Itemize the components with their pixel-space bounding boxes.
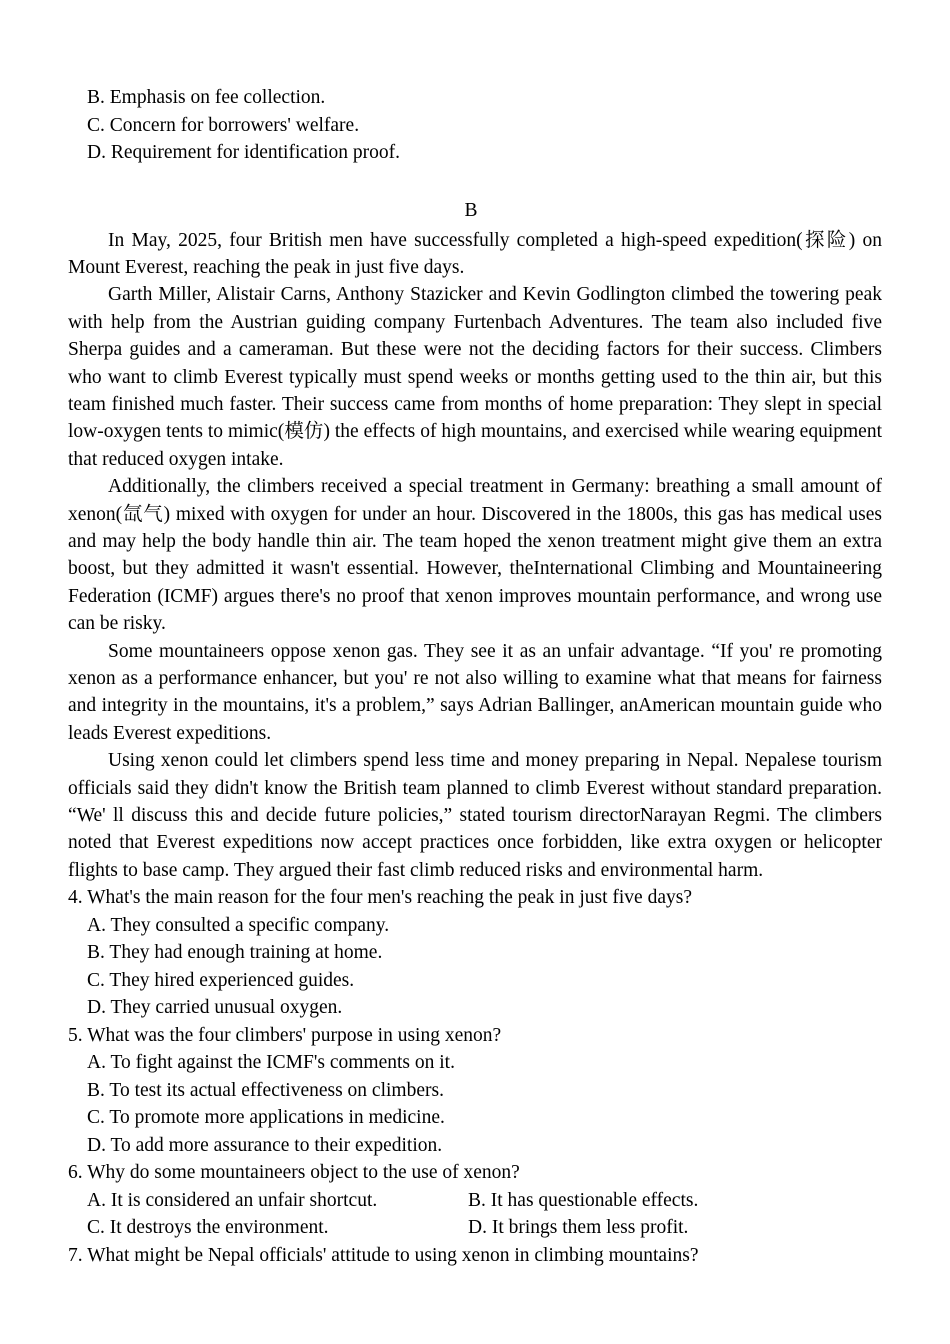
passage-paragraph-4: Some mountaineers oppose xenon gas. They see it as an unfair advantage. “If you' re promoting xenon as a performance enhancer, but you' re not also willing to examine what that means for fairness and integrity in the mountains, it's a problem,” says Adrian Ballinger, anAmerican mountain guide who leads Everest expeditions.	[68, 640, 882, 744]
question-6	[68, 1159, 882, 1242]
option-line-d-top: D. Requirement for identification proof.	[87, 142, 400, 163]
question-6-option-b[interactable]: B. It has questionable effects.	[468, 1189, 699, 1211]
question-5-stem: 5. What was the four climbers' purpose in using xenon?	[68, 1024, 502, 1046]
question-4-option-b[interactable]: B. They had enough training at home.	[87, 942, 383, 964]
question-6-option-c[interactable]: C. It destroys the environment.	[87, 1217, 329, 1239]
question-5-option-a[interactable]: A. To fight against the ICMF's comments on it.	[87, 1052, 455, 1074]
passage-paragraph-1: In May, 2025, four British men have successfully completed a high-speed expedition(探险) on Mount Everest, reaching the peak in just five days.	[68, 229, 882, 278]
question-5-option-b[interactable]: B. To test its actual effectiveness on climbers.	[87, 1079, 444, 1101]
question-6-option-a[interactable]: A. It is considered an unfair shortcut.	[87, 1189, 378, 1211]
question-5	[68, 1022, 882, 1160]
question-4-stem: 4. What's the main reason for the four men's reaching the peak in just five days?	[68, 887, 692, 909]
question-5-option-c[interactable]: C. To promote more applications in medicine.	[87, 1107, 445, 1129]
question-7	[68, 1242, 882, 1270]
passage-paragraph-5: Using xenon could let climbers spend less time and money preparing in Nepal. Nepalese tourism officials said they didn't know the British team planned to climb Everest without standard preparation. “We' ll discuss this and decide future policies,” stated tourism directorNarayan Regmi. The climbers noted that Everest expeditions now accept practices once forbidden, like extra oxygen or helicopter flights to base camp. They argued their fast climb reduced risks and environmental harm.	[68, 750, 882, 881]
question-6-options-row-2	[68, 1214, 882, 1242]
question-7-stem: 7. What might be Nepal officials' attitude to using xenon in climbing mountains?	[68, 1244, 699, 1266]
page-content	[68, 84, 882, 1269]
question-4-option-a[interactable]: A. They consulted a specific company.	[87, 914, 390, 936]
question-4-option-c[interactable]: C. They hired experienced guides.	[87, 969, 355, 991]
question-6-options-row-1	[68, 1187, 882, 1215]
passage-paragraph-3: Additionally, the climbers received a special treatment in Germany: breathing a small amount of xenon(氙气) mixed with oxygen for under an hour. Discovered in the 1800s, this gas has medical uses and may help the body handle thin air. The team hoped the xenon treatment might give them an extra boost, but they admitted it wasn't essential. However, theInternational Climbing and Mountaineering Federation (ICMF) argues there's no proof that xenon improves mountain performance, and wrong use can be risky.	[68, 476, 882, 635]
question-6-stem: 6. Why do some mountaineers object to the use of xenon?	[68, 1162, 520, 1184]
option-line-b-top: B. Emphasis on fee collection.	[87, 87, 326, 108]
question-5-option-d[interactable]: D. To add more assurance to their expedition.	[87, 1134, 443, 1156]
question-4	[68, 884, 882, 1022]
section-label-b: B	[464, 199, 478, 221]
option-line-c-top: C. Concern for borrowers' welfare.	[87, 114, 360, 136]
passage-paragraph-2: Garth Miller, Alistair Carns, Anthony Stazicker and Kevin Godlington climbed the towering peak with help from the Austrian guiding company Furtenbach Adventures. The team also included five Sherpa guides and a cameraman. But these were not the deciding factors for their success. Climbers who want to climb Everest typically must spend weeks or months getting used to the thin air, but this team finished much faster. Their success came from months of home preparation: They slept in special low-oxygen tents to mimic(模仿) the effects of high mountains, and exercised while wearing equipment that reduced oxygen intake.	[68, 284, 882, 470]
question-4-option-d[interactable]: D. They carried unusual oxygen.	[87, 997, 343, 1019]
question-6-option-d[interactable]: D. It brings them less profit.	[468, 1217, 689, 1239]
